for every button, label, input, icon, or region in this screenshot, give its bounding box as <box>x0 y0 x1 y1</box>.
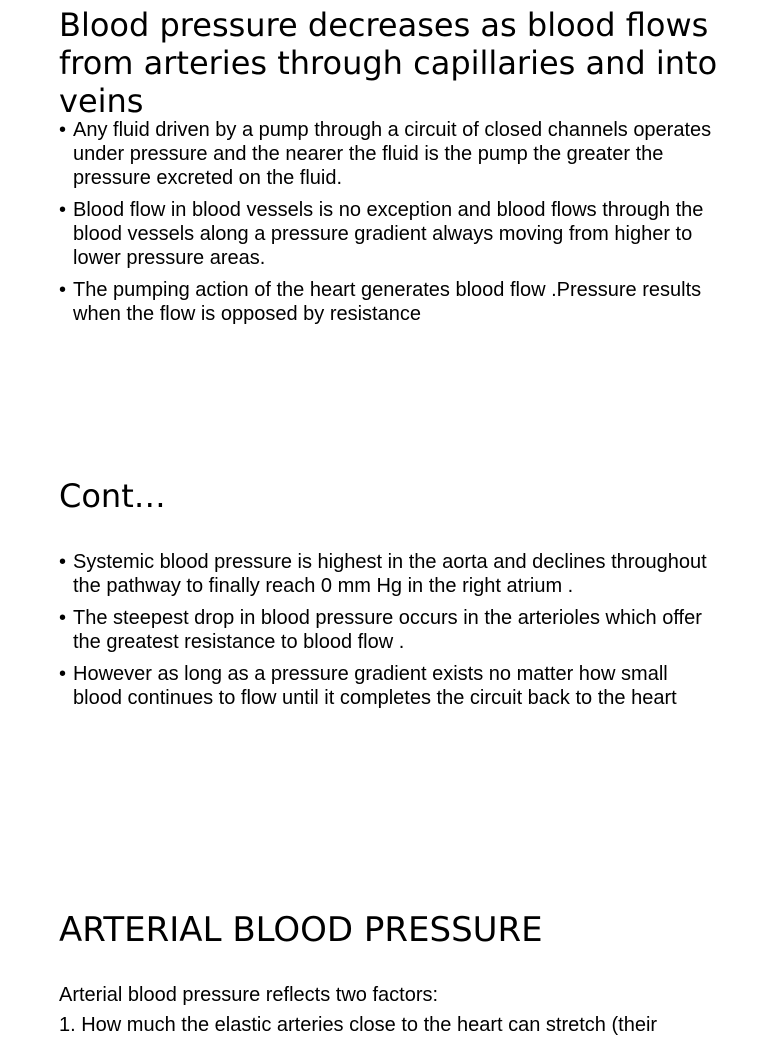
slide-3-list-item: 1. How much the elastic arteries close to the heart can stretch (their <box>59 1014 658 1036</box>
bullet-dot-icon: • <box>59 279 67 301</box>
slide-2-title: Cont… <box>59 477 166 515</box>
bullet-text: Any fluid driven by a pump through a circuit of closed channels operates under pressure and the nearer the fluid is the pump the greater the pressure excreted on the fluid. <box>73 119 712 189</box>
bullet-text: The pumping action of the heart generates blood flow .Pressure results when the flow is opposed by resistance <box>73 279 702 325</box>
slide-2-bullet-list <box>59 550 719 718</box>
slide-3-title: ARTERIAL BLOOD PRESSURE <box>59 910 543 950</box>
bullet-dot-icon: • <box>59 199 67 221</box>
slide-1-bullet-item <box>59 118 719 190</box>
bullet-dot-icon: • <box>59 607 67 629</box>
slide-1-bullet-item <box>59 278 719 326</box>
slide-1-title: Blood pressure decreases as blood flows from arteries through capillaries and into veins <box>59 6 718 120</box>
slide-3-intro-text: Arterial blood pressure reflects two factors: <box>59 984 439 1006</box>
slide-2-bullet-item <box>59 550 719 598</box>
bullet-dot-icon: • <box>59 119 67 141</box>
bullet-dot-icon: • <box>59 551 67 573</box>
slide-1-bullet-list <box>59 118 719 334</box>
slide-2-bullet-item <box>59 662 719 710</box>
bullet-text: The steepest drop in blood pressure occurs in the arterioles which offer the greatest resistance to blood flow . <box>73 607 702 653</box>
bullet-text: However as long as a pressure gradient exists no matter how small blood continues to flow until it completes the circuit back to the heart <box>73 663 677 709</box>
bullet-text: Blood flow in blood vessels is no exception and blood flows through the blood vessels along a pressure gradient always moving from higher to lower pressure areas. <box>73 199 704 269</box>
slide-1-bullet-item <box>59 198 719 270</box>
bullet-dot-icon: • <box>59 663 67 685</box>
slide-2-bullet-item <box>59 606 719 654</box>
bullet-text: Systemic blood pressure is highest in the aorta and declines throughout the pathway to finally reach 0 mm Hg in the right atrium . <box>73 551 707 597</box>
